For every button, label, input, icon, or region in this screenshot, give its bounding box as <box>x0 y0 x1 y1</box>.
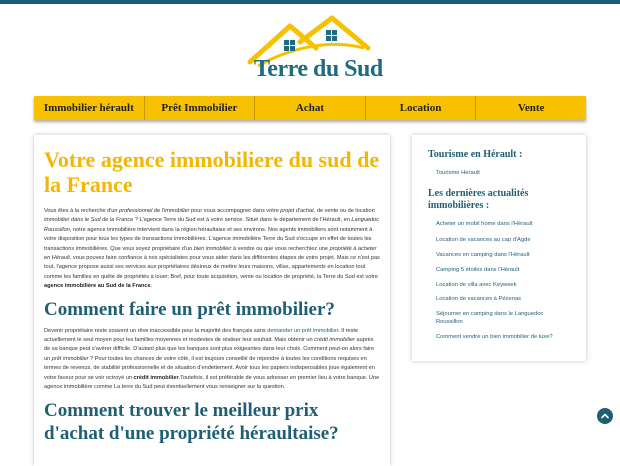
section-heading-pret: Comment faire un prêt immobilier? <box>44 298 335 320</box>
nav-item-pret-immobilier[interactable]: Prêt Immobilier <box>145 96 256 120</box>
nav-item-location[interactable]: Location <box>366 96 477 120</box>
sidebar <box>412 135 586 361</box>
sidebar-link-languedoc[interactable]: Séjourner en camping dans le Languedoc Roussillon <box>436 311 544 325</box>
section-heading-prix: Comment trouver le meilleur prix d'achat d'une propriété héraultaise? <box>44 399 339 444</box>
logo-text[interactable]: Terre du Sud <box>254 56 383 82</box>
page-title: Votre agence immobiliere du sud de la France <box>44 147 380 197</box>
top-bar <box>0 0 620 4</box>
main-navigation <box>34 96 586 120</box>
sidebar-link-keyweek[interactable]: Location de villa avec Keyweek <box>436 282 517 288</box>
main-content <box>34 135 390 466</box>
intro-paragraph: Vous êtes à la recherche d'un professionnel de l'immobilier pour vous accompagner dans votre projet d'achat, de vente ou de location immobilier dans le Sud de la France ? L'agence Terre du Sud est à votre service. Situé dans le département de l'Hérault, en Languedoc Roussillon, notre agence immobilière intervient dans la région héraultaise et ses environs. Nos agents immobiliers sont notamment à votre disposition pour tous les types de transactions immobilières. L'agence immobilière Terre du Sud s'occupe en effet de toutes les transactions immobilières. Que vous soyez propriétaire d'un bien immobilier à vendre ou que vous recherchiez une propriété à acheter en Hérault, vous pouvez faire confiance à nos spécialistes pour vous aider dans les différentes étapes de votre projet. Mais ce n'est pas tout, l'agence propose aussi ses services aux propriétaires désireux de mettre leurs maisons, villas, appartements en location tout comme les familles en quête de propriétés à louer. Bref, pour toute acquisition, vente ou location de propriété, la Terre du Sud est votre agence immobilière au Sud de la France. <box>44 208 380 290</box>
pret-link[interactable]: demander un prêt immobilier <box>267 327 339 334</box>
sidebar-link-immobilier-luxe[interactable]: Comment vendre un bien immobilier de luxe? <box>436 334 553 340</box>
sidebar-title-tourisme: Tourisme en Hérault : <box>428 149 523 160</box>
sidebar-link-tourisme-herault[interactable]: Tourisme Herault <box>436 170 480 176</box>
sidebar-link-mobil-home[interactable]: Acheter un mobil home dans l'Hérault <box>436 221 533 227</box>
nav-item-vente[interactable]: Vente <box>517 102 545 114</box>
sidebar-link-camping-5-etoiles[interactable]: Camping 5 étoiles dans l'Hérault <box>436 267 520 273</box>
sidebar-link-camping-herault[interactable]: Vacances en camping dans l'Hérault <box>436 252 530 258</box>
pret-paragraph: Devenir propriétaire reste souvent un rêve inaccessible pour la majorité des français sans demander un prêt immobilier. Il reste actuellement le seul moyen pour les familles moyennes et modestes de réaliser leur souhait. Mais obtenir un crédit immobilier auprès de sa banque peut s'avérer difficile. D'autant plus que les banques sont plus exigeantes dans leur choix. Comment peut-on alors faire un prêt immobilier ? Pour toutes les chances de votre côté, il est toujours conseillé de répondre à toutes les conditions requises en termes de revenus, de stabilité professionnelle et de situation d'endettement. Avoir tous les papiers indispensables joue également en votre faveur pour se voir octroyé un crédit immobilier.Toutefois, il est préférable de vous adresser en premier lieu à votre banque. Une agence immobilière comme La terre du Sud peut éventuellement vous renseigner sur la question. <box>44 327 380 391</box>
scroll-top-button[interactable] <box>597 408 613 424</box>
arrow-up-icon <box>601 412 609 420</box>
sidebar-link-pezenas[interactable]: Location de vacances à Pézenas <box>436 296 522 302</box>
nav-item-immobilier-herault[interactable]: Immobilier hérault <box>34 96 145 120</box>
sidebar-link-cap-agde[interactable]: Location de vacances au cap d'Agde <box>436 237 531 243</box>
nav-item-achat[interactable]: Achat <box>255 96 366 120</box>
sidebar-title-actualites: Les dernières actualités immobilières : <box>428 188 529 211</box>
